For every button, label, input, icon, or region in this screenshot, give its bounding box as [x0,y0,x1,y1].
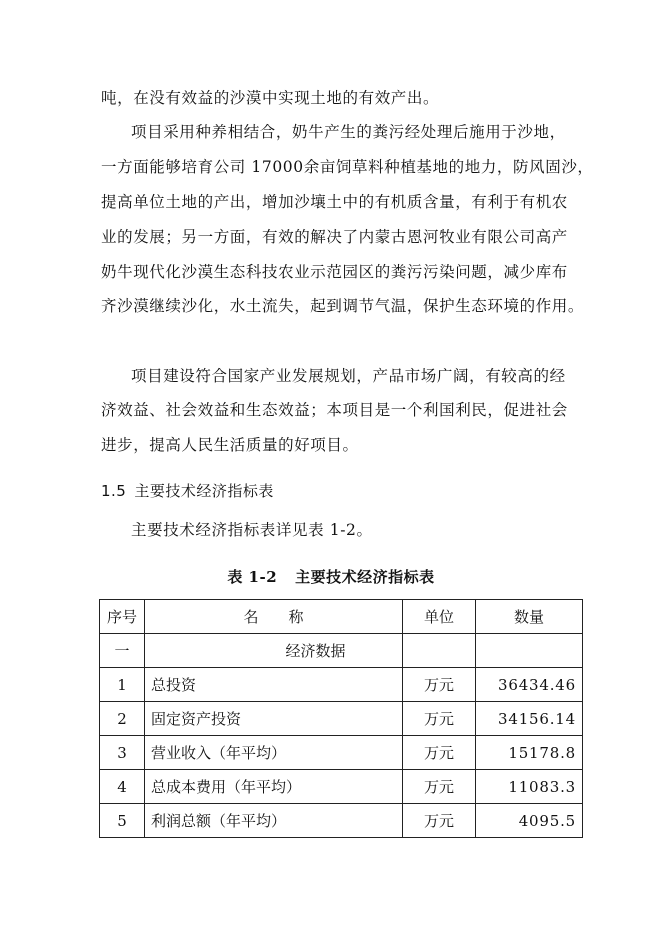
row-value: 36434.46 [476,668,583,702]
category-name: 经济数据 [145,634,403,668]
row-value: 15178.8 [476,736,583,770]
indicators-table [99,599,583,838]
row-unit: 万元 [403,804,476,838]
paragraph-3-line-2: 济效益、社会效益和生态效益；本项目是一个利国利民，促进社会 [101,401,568,419]
section-heading [101,480,274,501]
category-unit [403,634,476,668]
row-unit: 万元 [403,668,476,702]
row-index: 4 [100,770,145,804]
paragraph-2-line-2: 一方面能够培育公司 17000余亩饲草料种植基地的地力，防风固沙， [101,158,594,176]
row-index: 5 [100,804,145,838]
paragraph-2-line-6: 齐沙漠继续沙化，水土流失，起到调节气温，保护生态环境的作用。 [101,297,585,315]
paragraph-2-line-3: 提高单位土地的产出，增加沙壤土中的有机质含量，有利于有机农 [101,193,568,211]
row-name: 总投资 [145,668,403,702]
row-value: 34156.14 [476,702,583,736]
table-row [100,702,583,736]
category-index: 一 [100,634,145,668]
section-title: 主要技术经济指标表 [134,482,274,500]
row-unit: 万元 [403,770,476,804]
row-value: 11083.3 [476,770,583,804]
row-name: 营业收入（年平均） [145,736,403,770]
table-row [100,770,583,804]
header-value: 数量 [476,600,583,634]
row-value: 4095.5 [476,804,583,838]
table-row [100,736,583,770]
table-category-row [100,634,583,668]
row-index: 2 [100,702,145,736]
table-caption [0,566,662,587]
row-name: 利润总额（年平均） [145,804,403,838]
row-index: 1 [100,668,145,702]
table-row [100,668,583,702]
row-name: 总成本费用（年平均） [145,770,403,804]
header-unit: 单位 [403,600,476,634]
table-header-row [100,600,583,634]
row-name: 固定资产投资 [145,702,403,736]
section-intro: 主要技术经济指标表详见表 1-2。 [131,521,373,539]
paragraph-2-line-4: 业的发展；另一方面，有效的解决了内蒙古恩河牧业有限公司高产 [101,228,568,246]
paragraph-2-line-1: 项目采用种养相结合，奶牛产生的粪污经处理后施用于沙地， [131,123,566,141]
row-unit: 万元 [403,702,476,736]
paragraph-3-line-1: 项目建设符合国家产业发展规划，产品市场广阔，有较高的经 [131,367,566,385]
table-caption-number: 表 1-2 [227,568,278,586]
header-name: 名 称 [145,600,403,634]
section-number: 1.5 [101,482,127,500]
row-index: 3 [100,736,145,770]
row-unit: 万元 [403,736,476,770]
paragraph-1-line-1: 吨，在没有效益的沙漠中实现土地的有效产出。 [101,89,440,107]
paragraph-3-line-3: 进步，提高人民生活质量的好项目。 [101,436,359,454]
paragraph-2-line-5: 奶牛现代化沙漠生态科技农业示范园区的粪污污染问题，减少库布 [101,263,568,281]
header-index: 序号 [100,600,145,634]
table-row [100,804,583,838]
category-value [476,634,583,668]
table-caption-title: 主要技术经济指标表 [295,568,435,586]
